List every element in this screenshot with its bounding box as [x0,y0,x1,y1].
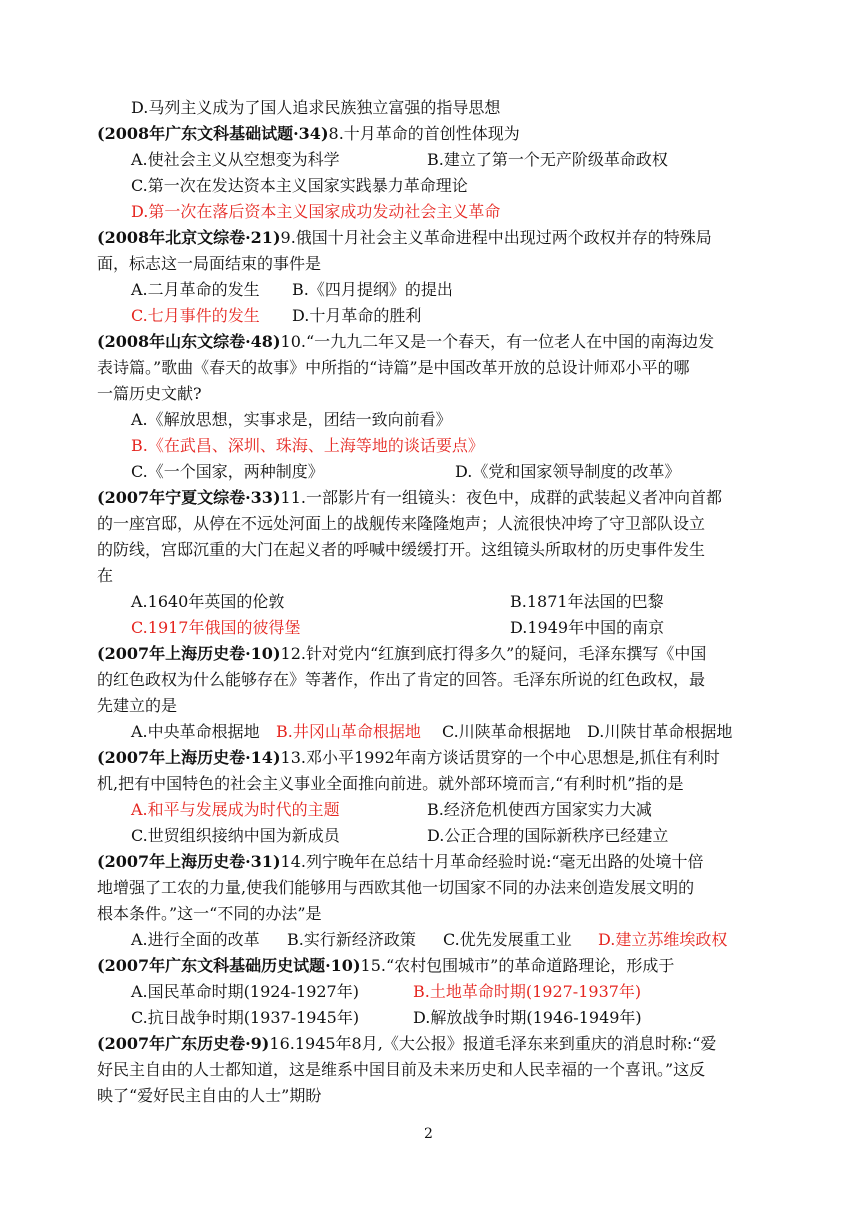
option-a: A.国民革命时期(1924-1927年) [131,982,359,1001]
option-b: B.《四月提纲》的提出 [292,280,453,299]
question-text: 好民主自由的人士都知道，这是维系中国目前及未来历史和人民幸福的一个喜讯。”这反 [97,1060,706,1079]
option-a: C.世贸组织接纳中国为新成员 [131,826,340,845]
question-text: 8.十月革命的首创性体现为 [328,124,520,143]
option-b: D.十月革命的胜利 [292,306,422,325]
question-text: 15.“农村包围城市”的革命道路理论，形成于 [360,956,675,975]
option-a: A.1640年英国的伦敦 [131,592,285,611]
question-text: 10.“一九九二年又是一个春天，有一位老人在中国的南海边发 [280,332,715,351]
option-b: B.1871年法国的巴黎 [510,592,664,611]
option-b: B.经济危机使西方国家实力大减 [427,800,652,819]
option-a: A.中央革命根据地 [131,722,260,741]
question-source: (2007年上海历史卷·31) [97,852,281,871]
question-text: 表诗篇。”歌曲《春天的故事》中所指的“诗篇”是中国改革开放的总设计师邓小平的哪 [97,358,690,377]
question-text: 11.一部影片有一组镜头：夜色中，成群的武装起义者冲向首都 [280,488,722,507]
question-text: 9.俄国十月社会主义革命进程中出现过两个政权并存的特殊局 [280,228,712,247]
option-b: D.1949年中国的南京 [510,618,665,637]
question-text: 在 [97,566,114,585]
question-source: (2007年宁夏文综卷·33) [97,488,281,507]
question-text: 12.针对党内“红旗到底打得多久”的疑问，毛泽东撰写《中国 [280,644,707,663]
question-text: 的防线，宫邸沉重的大门在起义者的呼喊中缓缓打开。这组镜头所取材的历史事件发生 [97,540,706,559]
option-a: C.抗日战争时期(1937-1945年) [131,1008,360,1027]
question-source: (2008年山东文综卷·48) [97,332,281,351]
option-a: A.进行全面的改革 [131,930,260,949]
question-source: (2007年上海历史卷·10) [97,644,281,663]
option-text: B.《在武昌、深圳、珠海、上海等地的谈话要点》 [131,436,484,455]
option-text: C.第一次在发达资本主义国家实践暴力革命理论 [131,176,468,195]
option-a: C.七月事件的发生 [131,306,260,325]
option-text: D.第一次在落后资本主义国家成功发动社会主义革命 [131,202,501,221]
question-text: 面，标志这一局面结束的事件是 [97,254,322,273]
option-text: D.马列主义成为了国人追求民族独立富强的指导思想 [131,98,501,117]
question-text: 16.1945年8月,《大公报》报道毛泽东来到重庆的消息时称:“爱 [269,1034,717,1053]
question-text: 14.列宁晚年在总结十月革命经验时说:“毫无出路的处境十倍 [280,852,704,871]
option-d: D.建立苏维埃政权 [598,930,728,949]
question-source: (2008年广东文科基础试题·34) [97,124,329,143]
question-text: 根本条件。”这一“不同的办法”是 [97,904,322,923]
question-text: 一篇历史文献? [97,384,202,403]
question-source: (2007年广东历史卷·9) [97,1034,270,1053]
question-text: 机,把有中国特色的社会主义事业全面推向前进。就外部环境而言,“有利时机”指的是 [97,774,684,793]
option-d: D.川陕甘革命根据地 [587,722,733,741]
question-source: (2007年广东文科基础历史试题·10) [97,956,361,975]
option-b: B.土地革命时期(1927-1937年) [413,982,642,1001]
question-source: (2008年北京文综卷·21) [97,228,281,247]
option-c: C.川陕革命根据地 [442,722,571,741]
question-text: 先建立的是 [97,696,178,715]
question-text: 映了“爱好民主自由的人士”期盼 [97,1086,322,1105]
question-text: 地增强了工农的力量,使我们能够用与西欧其他一切国家不同的办法来创造发展文明的 [97,878,695,897]
option-a: C.1917年俄国的彼得堡 [131,618,301,637]
option-c: C.优先发展重工业 [443,930,572,949]
option-a: A.使社会主义从空想变为科学 [131,150,340,169]
option-a: A.和平与发展成为时代的主题 [131,800,340,819]
page-number: 2 [424,1126,433,1142]
option-text: A.《解放思想，实事求是，团结一致向前看》 [131,410,452,429]
option-b: B.建立了第一个无产阶级革命政权 [427,150,668,169]
question-text: 的红色政权为什么能够存在》等著作，作出了肯定的回答。毛泽东所说的红色政权，最 [97,670,706,689]
option-a: A.二月革命的发生 [131,280,260,299]
question-text: 13.邓小平1992年南方谈话贯穿的一个中心思想是,抓住有利时 [280,748,720,767]
option-b: B.实行新经济政策 [287,930,416,949]
option-b: D.解放战争时期(1946-1949年) [413,1008,642,1027]
option-b: B.井冈山革命根据地 [276,722,421,741]
question-text: 的一座宫邸，从停在不远处河面上的战舰传来隆隆炮声；人流很快冲垮了守卫部队设立 [97,514,706,533]
option-b: D.公正合理的国际新秩序已经建立 [427,826,669,845]
option-a: C.《一个国家，两种制度》 [131,462,324,481]
question-source: (2007年上海历史卷·14) [97,748,281,767]
option-b: D.《党和国家领导制度的改革》 [455,462,681,481]
